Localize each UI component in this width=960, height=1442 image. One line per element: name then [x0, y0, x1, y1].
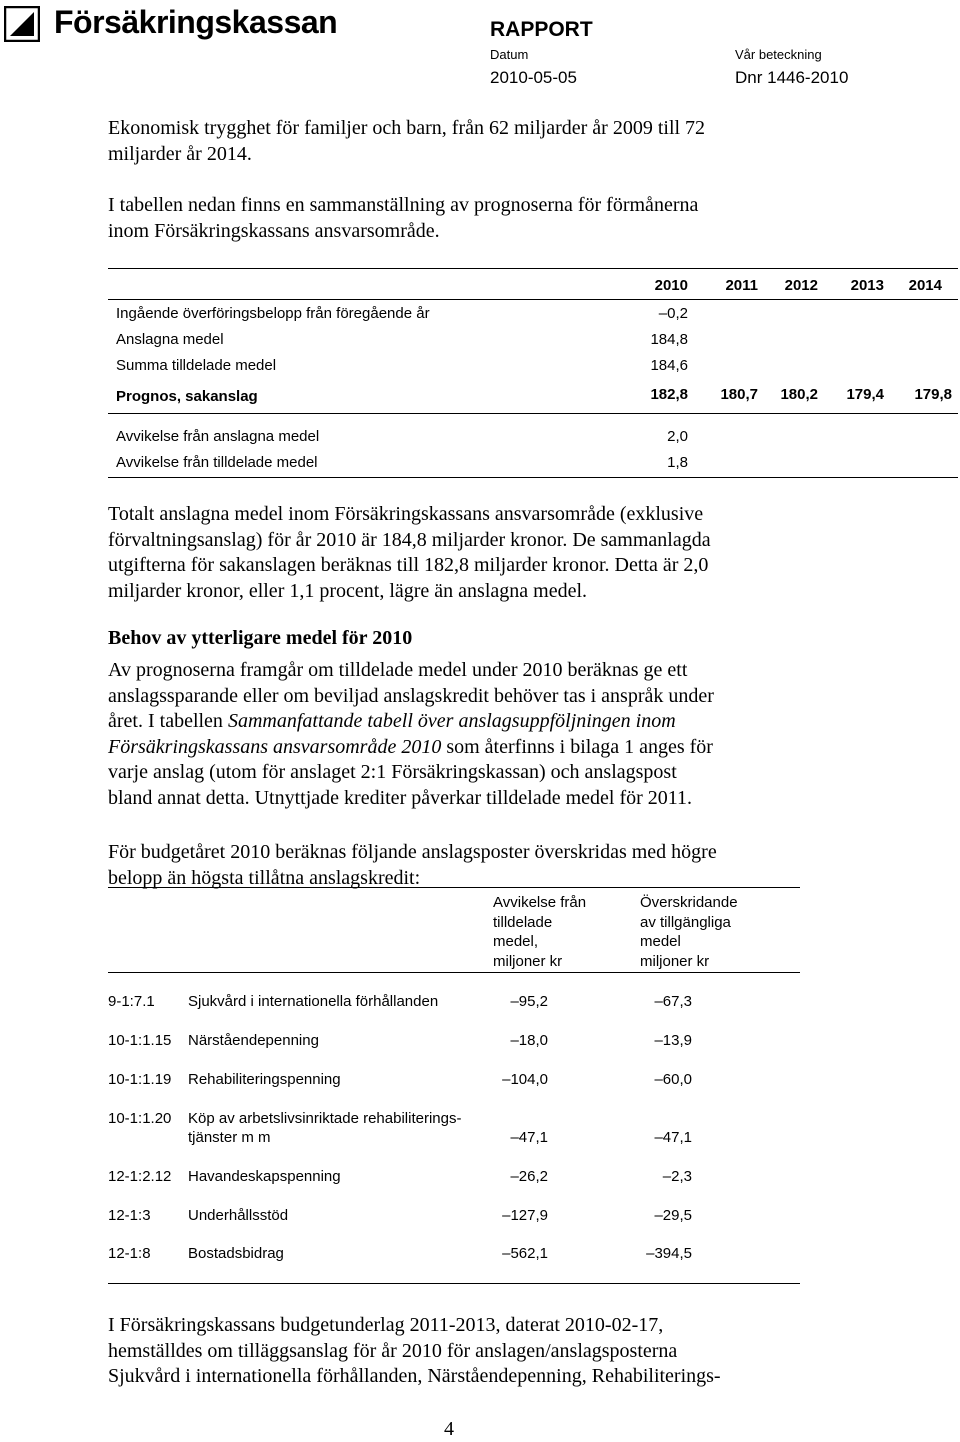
cell-value: 184,6 [650, 357, 688, 374]
text-line: Sjukvård i internationella förhållanden, Närståendepenning, Rehabiliterings- [108, 1365, 721, 1387]
table-header-rule [108, 299, 958, 300]
year-header: 2010 [654, 277, 688, 294]
text-line [108, 735, 714, 761]
section-paragraph [108, 658, 714, 811]
text-line: inom Försäkringskassans ansvarsområde. [108, 219, 440, 242]
column-header-overrun [640, 893, 738, 971]
row-deviation: –95,2 [510, 993, 548, 1010]
row-deviation: –104,0 [502, 1071, 548, 1088]
row-overrun: –13,9 [654, 1032, 692, 1049]
row-name: Havandeskapspenning [188, 1168, 341, 1185]
row-name: Köp av arbetslivsinriktade rehabiliterings- [188, 1110, 462, 1127]
header-line: miljoner kr [640, 952, 710, 970]
row-overrun: –394,5 [646, 1245, 692, 1262]
doc-type: RAPPORT [490, 18, 593, 41]
text-line: förvaltningsanslag) för år 2010 är 184,8 miljarder kronor. De sammanlagda [108, 528, 711, 551]
text-run: året. I tabellen [108, 710, 228, 732]
row-label: Ingående överföringsbelopp från föregående år [116, 305, 430, 322]
cell-value: 184,8 [650, 331, 688, 348]
budget-intro-paragraph [108, 840, 717, 891]
row-code: 12-1:3 [108, 1207, 151, 1224]
row-code: 10-1:1.20 [108, 1110, 172, 1127]
text-line: varje anslag (utom för anslaget 2:1 Försäkringskassan) och anslagspost [108, 761, 677, 783]
row-name: Sjukvård i internationella förhållanden [188, 993, 439, 1010]
logo-mark-icon [4, 6, 40, 42]
row-label: Summa tilldelade medel [116, 357, 277, 374]
cell-value: 180,7 [720, 386, 758, 403]
year-header: 2012 [784, 277, 818, 294]
year-header: 2013 [850, 277, 884, 294]
ref-value: Dnr 1446-2010 [735, 68, 849, 87]
row-code: 12-1:2.12 [108, 1168, 172, 1185]
row-overrun: –2,3 [662, 1168, 692, 1185]
text-line: miljarder år 2014. [108, 142, 252, 165]
header-line: miljoner kr [493, 952, 563, 970]
logo-text: Försäkringskassan [54, 4, 338, 40]
row-overrun: –47,1 [654, 1129, 692, 1146]
text-line: Ekonomisk trygghet för familjer och barn, från 62 miljarder år 2009 till 72 [108, 117, 706, 139]
cell-value: 182,8 [650, 386, 688, 403]
header-line: medel [640, 933, 681, 950]
totals-paragraph [108, 502, 711, 604]
row-name: Rehabiliteringspenning [188, 1071, 341, 1088]
row-label: Avvikelse från anslagna medel [116, 428, 320, 445]
row-code: 12-1:8 [108, 1245, 151, 1262]
page-number: 4 [444, 1418, 454, 1440]
cell-value: 179,8 [914, 386, 952, 403]
table-top-rule [108, 887, 800, 888]
ref-label: Vår beteckning [735, 47, 822, 62]
text-run: som återfinns i bilaga 1 anges för [441, 735, 713, 758]
year-header: 2014 [908, 277, 942, 294]
intro-paragraph-2 [108, 193, 698, 244]
table-bottom-rule [108, 477, 958, 478]
table-reference: Försäkringskassans ansvarsområde 2010 [108, 735, 442, 758]
cell-value: 179,4 [846, 386, 884, 403]
cell-value: 1,8 [667, 454, 688, 471]
date-label: Datum [490, 47, 529, 62]
text-line: bland annat detta. Utnyttjade krediter påverkar tilldelade medel för 2011. [108, 786, 693, 809]
row-deviation: –127,9 [502, 1207, 548, 1224]
text-line: I tabellen nedan finns en sammanställning av prognoserna för förmånerna [108, 194, 699, 216]
row-code: 9-1:7.1 [108, 993, 155, 1010]
row-code: 10-1:1.15 [108, 1032, 172, 1049]
text-line: I Försäkringskassans budgetunderlag 2011-2013, daterat 2010-02-17, [108, 1314, 664, 1336]
row-name: Underhållsstöd [188, 1207, 289, 1224]
text-line: hemställdes om tilläggsanslag för år 2010 för anslagen/anslagsposterna [108, 1339, 678, 1362]
text-line: Av prognoserna framgår om tilldelade medel under 2010 beräknas ge ett [108, 659, 688, 681]
text-line: miljarder kronor, eller 1,1 procent, lägre än anslagna medel. [108, 579, 588, 602]
text-line: anslagssparande eller om beviljad anslagskredit behöver tas i anspråk under [108, 684, 714, 707]
row-overrun: –60,0 [654, 1071, 692, 1088]
table-top-rule [108, 268, 958, 269]
row-code: 10-1:1.19 [108, 1071, 172, 1088]
table-reference: Sammanfattande tabell över anslagsuppföljningen inom [227, 710, 676, 732]
row-deviation: –47,1 [510, 1129, 548, 1146]
row-name: Närståendepenning [188, 1032, 319, 1049]
cell-value: 2,0 [667, 428, 688, 445]
section-heading: Behov av ytterligare medel för 2010 [108, 627, 413, 649]
table-header-rule [108, 972, 800, 973]
header-line: av tillgängliga [640, 913, 731, 931]
header-line: tilldelade [493, 913, 553, 931]
text-line: belopp än högsta tillåtna anslagskredit: [108, 866, 421, 889]
row-overrun: –67,3 [654, 993, 692, 1010]
row-deviation: –18,0 [510, 1032, 548, 1049]
column-header-deviation [493, 893, 586, 971]
closing-paragraph [108, 1313, 721, 1390]
cell-value: –0,2 [658, 305, 688, 322]
header-line: medel, [493, 933, 539, 950]
header-line: Överskridande [640, 894, 738, 911]
date-value: 2010-05-05 [490, 68, 577, 87]
year-header: 2011 [725, 277, 758, 294]
row-deviation: –562,1 [502, 1245, 548, 1262]
row-deviation: –26,2 [510, 1168, 548, 1185]
row-label: Anslagna medel [116, 331, 224, 348]
cell-value: 180,2 [780, 386, 818, 403]
text-line [108, 709, 714, 735]
row-rule [108, 413, 958, 414]
header-line: Avvikelse från [493, 894, 587, 911]
text-line: Totalt anslagna medel inom Försäkringskassans ansvarsområde (exklusive [108, 503, 704, 525]
row-name-continued: tjänster m m [188, 1129, 271, 1146]
intro-paragraph-1 [108, 116, 705, 167]
table-bottom-rule [108, 1283, 800, 1284]
row-label: Avvikelse från tilldelade medel [116, 454, 318, 471]
row-label: Prognos, sakanslag [116, 388, 258, 405]
text-line: För budgetåret 2010 beräknas följande anslagsposter överskridas med högre [108, 841, 717, 863]
text-line: utgifterna för sakanslagen beräknas till 182,8 miljarder kronor. Detta är 2,0 [108, 554, 709, 576]
row-overrun: –29,5 [654, 1207, 692, 1224]
logo [4, 4, 338, 46]
row-name: Bostadsbidrag [188, 1245, 284, 1262]
